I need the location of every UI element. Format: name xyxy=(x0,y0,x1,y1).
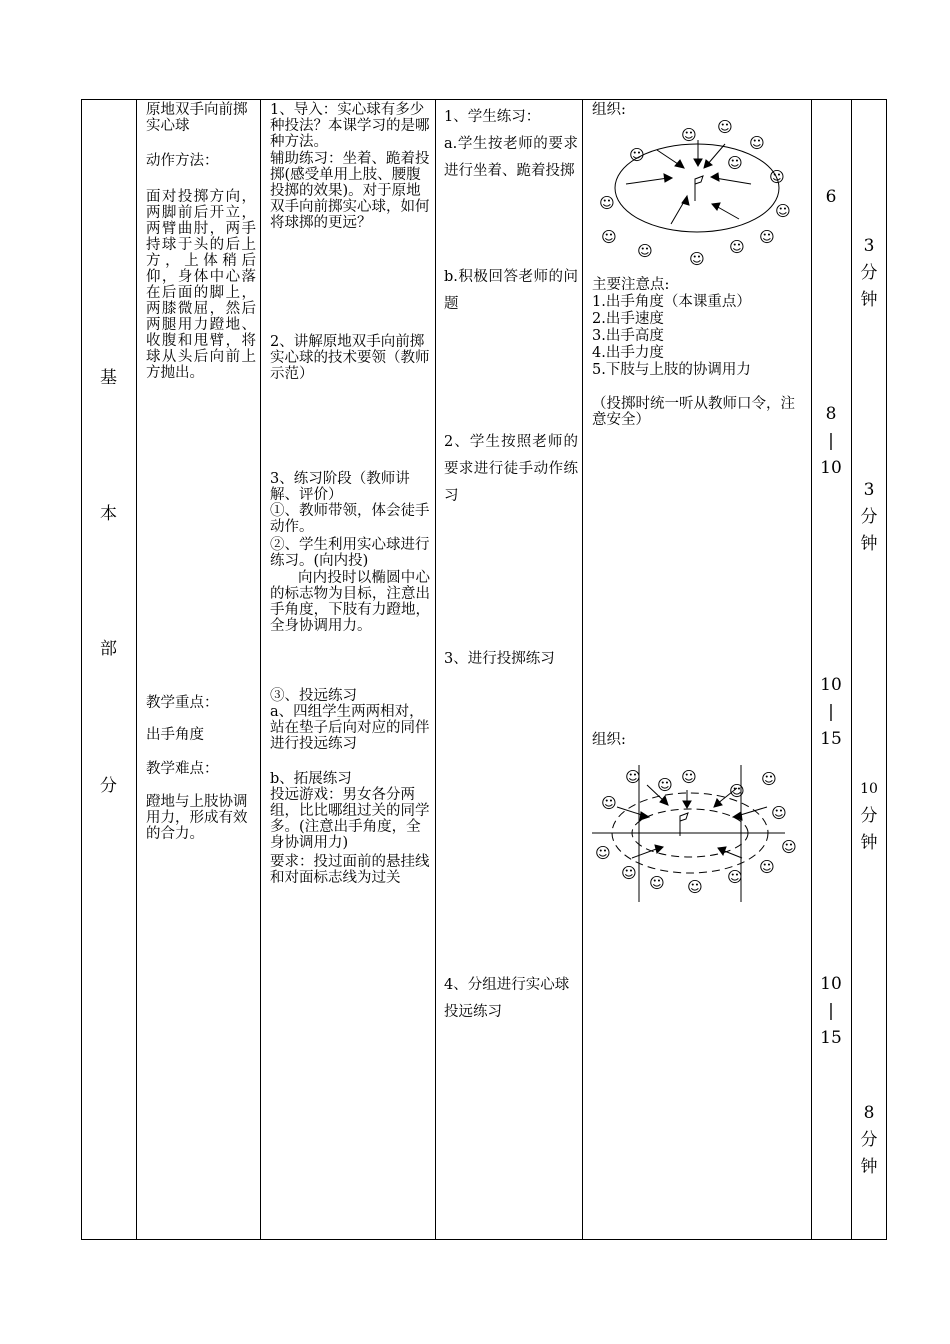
section-char: 部 xyxy=(100,639,117,659)
lesson-table xyxy=(81,99,887,1240)
teacher-explain: 2、讲解原地双手向前掷实心球的技术要领（教师示范） xyxy=(270,334,430,382)
time-1-unit2: 钟 xyxy=(860,290,878,310)
content-title: 原地双手向前掷实心球 xyxy=(146,102,248,134)
student-smiley-icon: ☺ xyxy=(625,768,641,786)
center-flag-icon xyxy=(695,176,703,184)
time-1-unit: 分 xyxy=(860,263,878,283)
column-divider xyxy=(435,100,436,1239)
count-3-to: 15 xyxy=(820,729,842,749)
formation-diagram-2 xyxy=(587,760,809,910)
method-text: 面对投掷方向，两脚前后开立，两臂曲肘，两手持球于头的后上方，上体稍后仰，身体中心落在后面的脚上，两膝微屈，然后两腿用力蹬地、收腹和甩臂，将球从头后向前上方抛出。 xyxy=(146,189,256,381)
formation-diagram-1 xyxy=(587,118,807,268)
teacher-practice-title: 3、练习阶段（教师讲解、评价） xyxy=(270,471,410,503)
student-smiley-icon: ☺ xyxy=(775,202,791,220)
key-point-text: 出手角度 xyxy=(146,727,204,743)
count-2-from: 8 xyxy=(825,404,837,424)
student-smiley-icon: ☺ xyxy=(729,238,745,256)
teacher-far-title: ③、投远练习 xyxy=(270,688,357,704)
student-smiley-icon: ☺ xyxy=(769,168,785,186)
time-3-value: 10 xyxy=(860,781,878,797)
time-4-unit2: 钟 xyxy=(860,1157,878,1177)
difficult-point-text: 蹬地与上肢协调用力，形成有效的合力。 xyxy=(146,794,248,842)
method-label: 动作方法： xyxy=(146,153,219,169)
count-3-from: 10 xyxy=(820,675,842,695)
time-2-unit: 分 xyxy=(860,507,878,527)
organization-label-2: 组织: xyxy=(592,732,626,748)
section-char: 本 xyxy=(100,504,117,524)
safety-note: （投掷时统一听从教师口令，注意安全） xyxy=(592,396,795,428)
count-4-to: 15 xyxy=(820,1028,842,1048)
teacher-practice-1: ①、教师带领，体会徒手动作。 xyxy=(270,503,430,535)
section-char: 基 xyxy=(100,368,117,388)
note-item: 5.下肢与上肢的协调用力 xyxy=(592,362,751,378)
teacher-practice-2: ②、学生利用实心球进行练习。(向内投) xyxy=(270,537,430,569)
time-3-unit2: 钟 xyxy=(860,833,878,853)
time-2-unit2: 钟 xyxy=(860,534,878,554)
student-smiley-icon: ☺ xyxy=(637,242,653,260)
note-item: 1.出手角度（本课重点） xyxy=(592,294,751,310)
column-divider xyxy=(582,100,583,1239)
student-practice-4: 4、分组进行实心球投远练习 xyxy=(444,977,570,1020)
student-smiley-icon: ☺ xyxy=(687,878,703,896)
student-smiley-icon: ☺ xyxy=(717,118,733,136)
time-3-unit: 分 xyxy=(860,806,878,826)
student-practice-3: 3、进行投掷练习 xyxy=(444,651,555,667)
student-smiley-icon: ☺ xyxy=(771,804,787,822)
student-smiley-icon: ☺ xyxy=(781,838,797,856)
student-smileys xyxy=(595,768,797,896)
student-smiley-icon: ☺ xyxy=(599,194,615,212)
teacher-far-a: a、四组学生两两相对，站在垫子后向对应的同伴进行投远练习 xyxy=(270,704,430,752)
student-smiley-icon: ☺ xyxy=(649,874,665,892)
student-smiley-icon: ☺ xyxy=(681,126,697,144)
section-char: 分 xyxy=(100,776,117,796)
student-practice-1b: b.积极回答老师的问题 xyxy=(444,269,578,312)
teacher-requirement: 要求：投过面前的悬挂线和对面标志线为过关 xyxy=(270,854,430,886)
student-smiley-icon: ☺ xyxy=(601,228,617,246)
student-smiley-icon: ☺ xyxy=(657,776,673,794)
student-smiley-icon: ☺ xyxy=(681,768,697,786)
column-divider xyxy=(136,100,137,1239)
teacher-intro: 1、导入：实心球有多少种投法？本课学习的是哪种方法。 xyxy=(270,102,430,150)
student-smiley-icon: ☺ xyxy=(749,134,765,152)
center-flag-icon xyxy=(680,813,688,821)
organization-label: 组织: xyxy=(592,102,626,118)
note-item: 2.出手速度 xyxy=(592,311,664,327)
column-divider xyxy=(811,100,812,1239)
student-smiley-icon: ☺ xyxy=(621,864,637,882)
time-1-value: 3 xyxy=(863,236,875,256)
student-smiley-icon: ☺ xyxy=(629,146,645,164)
student-practice-1a: a.学生按老师的要求进行坐着、跪着投掷 xyxy=(444,136,578,179)
count-4-from: 10 xyxy=(820,974,842,994)
count-2-to: 10 xyxy=(820,458,842,478)
student-practice-2: 2、学生按照老师的要求进行徒手动作练习 xyxy=(444,434,578,504)
note-item: 3.出手高度 xyxy=(592,328,664,344)
teacher-game: 投远游戏：男女各分两组，比比哪组过关的同学多。(注意出手角度，全身协调用力) xyxy=(270,787,430,851)
student-smiley-icon: ☺ xyxy=(689,250,705,268)
count-2-sep: | xyxy=(828,431,834,451)
key-point-label: 教学重点： xyxy=(146,695,219,711)
time-4-unit: 分 xyxy=(860,1130,878,1150)
difficult-point-label: 教学难点： xyxy=(146,761,219,777)
student-smiley-icon: ☺ xyxy=(759,228,775,246)
student-smiley-icon: ☺ xyxy=(727,868,743,886)
count-3-sep: | xyxy=(828,702,834,722)
teacher-far-b: b、拓展练习 xyxy=(270,771,352,787)
note-item: 4.出手力度 xyxy=(592,345,664,361)
count-4-sep: | xyxy=(828,1001,834,1021)
student-smiley-icon: ☺ xyxy=(759,858,775,876)
student-smiley-icon: ☺ xyxy=(761,770,777,788)
count-1: 6 xyxy=(825,187,837,207)
column-divider xyxy=(260,100,261,1239)
time-2-value: 3 xyxy=(863,480,875,500)
student-smiley-icon: ☺ xyxy=(727,154,743,172)
notes-title: 主要注意点: xyxy=(592,277,670,293)
student-smiley-icon: ☺ xyxy=(595,844,611,862)
teacher-aux-practice: 辅助练习：坐着、跪着投掷(感受单用上肢、腰腹投掷的效果)。对于原地双手向前掷实心球，如何将球掷的更远？ xyxy=(270,151,430,231)
student-practice-1: 1、学生练习： xyxy=(444,109,541,125)
teacher-practice-2b: 向内投时以椭圆中心的标志物为目标，注意出手角度，下肢有力蹬地，全身协调用力。 xyxy=(270,570,430,634)
time-4-value: 8 xyxy=(863,1103,875,1123)
student-smiley-icon: ☺ xyxy=(601,794,617,812)
student-smiley-icon: ☺ xyxy=(729,782,745,800)
